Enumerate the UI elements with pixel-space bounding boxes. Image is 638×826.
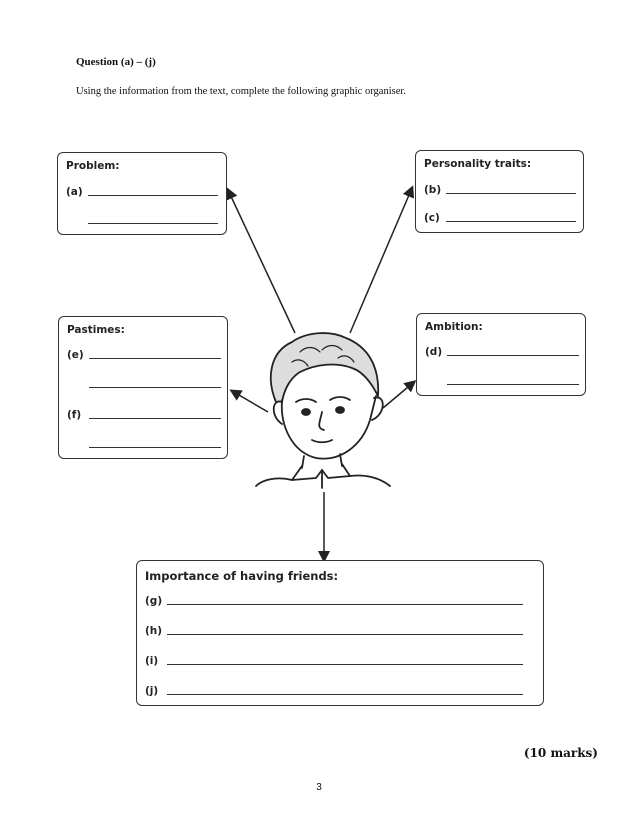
answer-line-c[interactable]	[446, 221, 576, 222]
boy-illustration	[256, 333, 390, 488]
answer-line-e-2[interactable]	[89, 387, 221, 388]
label-b: (b)	[424, 184, 442, 196]
arrow-to-ambition	[383, 382, 414, 408]
page-number: 3	[316, 782, 322, 793]
answer-line-f-1[interactable]	[89, 418, 221, 419]
pastimes-box	[58, 316, 228, 459]
pastimes-title: Pastimes:	[67, 324, 125, 336]
answer-line-f-2[interactable]	[89, 447, 221, 448]
answer-line-g[interactable]	[167, 604, 523, 605]
marks-allocation: (10 marks)	[523, 746, 598, 760]
arrow-to-pastimes	[232, 391, 268, 412]
label-h: (h)	[145, 625, 163, 637]
friends-title: Importance of having friends:	[145, 569, 339, 583]
label-a: (a)	[66, 186, 83, 198]
answer-line-a-1[interactable]	[88, 195, 218, 196]
label-d: (d)	[425, 346, 443, 358]
ambition-title: Ambition:	[425, 321, 483, 333]
label-f: (f)	[67, 409, 82, 421]
label-j: (j)	[145, 685, 159, 697]
friends-box	[136, 560, 544, 706]
problem-title: Problem:	[66, 160, 120, 172]
ambition-box	[416, 313, 586, 396]
problem-box	[57, 152, 227, 235]
personality-title: Personality traits:	[424, 158, 532, 170]
question-title: Question (a) – (j)	[76, 56, 156, 68]
answer-line-h[interactable]	[167, 634, 523, 635]
answer-line-d-1[interactable]	[447, 355, 579, 356]
answer-line-j[interactable]	[167, 694, 523, 695]
answer-line-e-1[interactable]	[89, 358, 221, 359]
answer-line-d-2[interactable]	[447, 384, 579, 385]
answer-line-b[interactable]	[446, 193, 576, 194]
label-c: (c)	[424, 212, 440, 224]
answer-line-a-2[interactable]	[88, 223, 218, 224]
label-e: (e)	[67, 349, 84, 361]
label-g: (g)	[145, 595, 163, 607]
label-i: (i)	[145, 655, 159, 667]
personality-box	[415, 150, 584, 233]
question-instruction: Using the information from the text, complete the following graphic organiser.	[76, 86, 406, 97]
answer-line-i[interactable]	[167, 664, 523, 665]
arrow-to-problem	[228, 190, 295, 333]
arrow-to-personality	[350, 188, 412, 333]
